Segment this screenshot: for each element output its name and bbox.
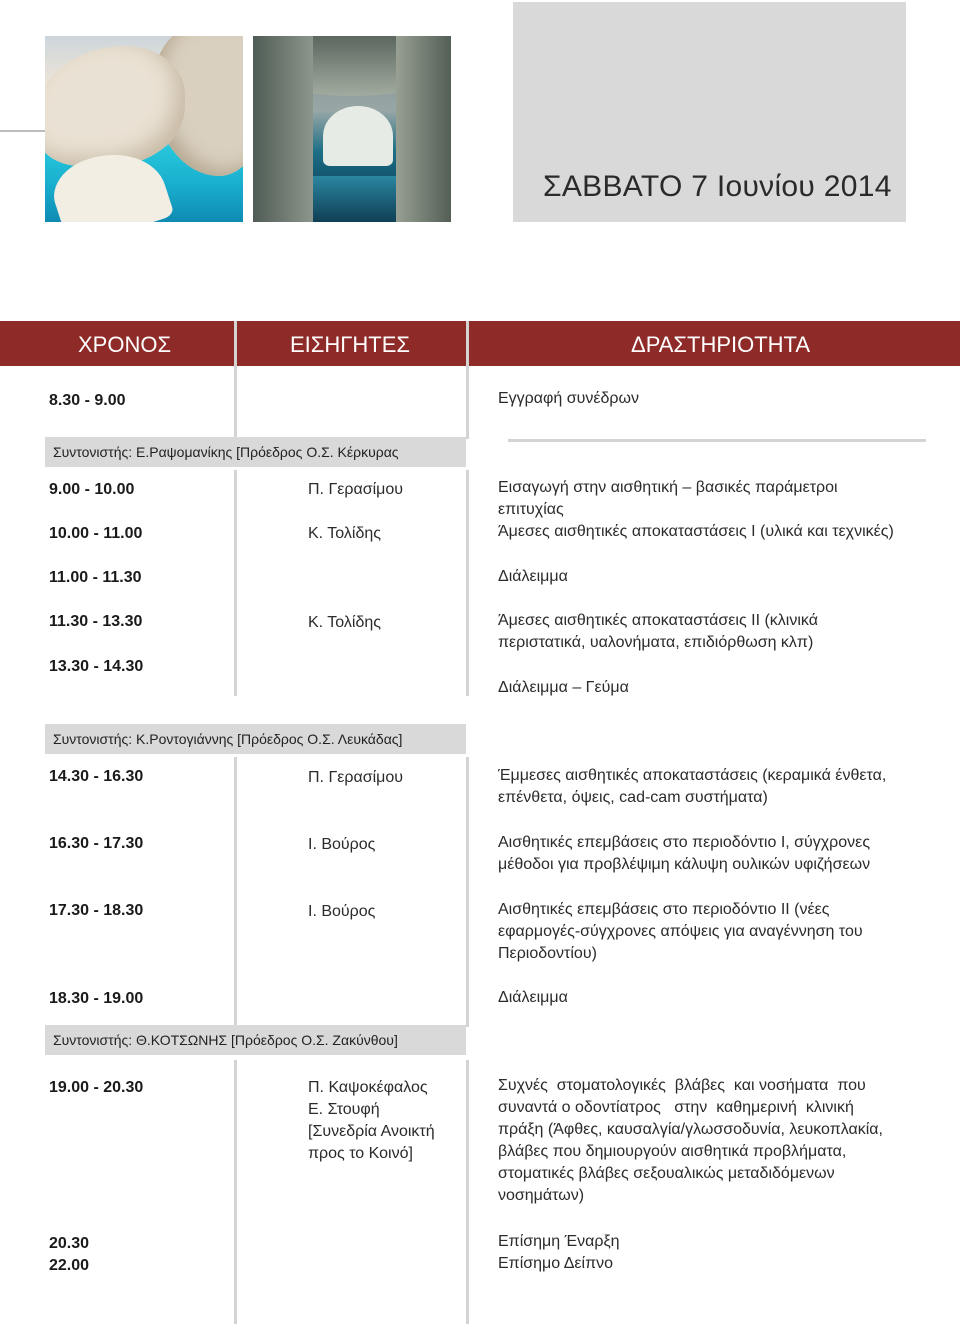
- divider-line: [508, 439, 926, 442]
- time-cell: 16.30 - 17.30: [49, 835, 144, 852]
- time-cell: 11.00 - 11.30: [49, 569, 142, 586]
- activity-cell: Αισθητικές επεμβάσεις στο περιοδόντιο I, σύγχρονες μέθοδοι για προβλέψιμη κάλυψη ουλικών υφιζήσεων: [498, 834, 871, 873]
- activity-cell: Εγγραφή συνέδρων: [498, 390, 639, 407]
- column-divider: [234, 1060, 237, 1324]
- time-cell: 20.30: [49, 1235, 90, 1252]
- time-cell: 14.30 - 16.30: [49, 768, 144, 785]
- time-cell: 8.30 - 9.00: [49, 392, 126, 409]
- header-activity: ΔΡΑΣΤΗΡΙΟΤΗΤΑ: [631, 332, 811, 357]
- time-cell: 17.30 - 18.30: [49, 902, 144, 919]
- column-divider: [234, 470, 237, 696]
- time-cell: 22.00: [49, 1257, 90, 1274]
- column-divider: [234, 757, 237, 1027]
- activity-cell: Έμμεσες αισθητικές αποκαταστάσεις (κεραμικά ένθετα, επένθετα, όψεις, cad-cam συστήματα): [498, 767, 887, 806]
- header-speakers: ΕΙΣΗΓΗΤΕΣ: [290, 332, 410, 357]
- speaker-cell: Κ. Τολίδης: [308, 525, 381, 542]
- time-cell: 11.30 - 13.30: [49, 613, 143, 630]
- activity-cell: Διάλειμμα – Γεύμα: [498, 679, 629, 696]
- activity-cell: Άμεσες αισθητικές αποκαταστάσεις II (κλινικά περιστατικά, υαλονήματα, επιδιόρθωση κλπ): [498, 612, 818, 651]
- speaker-cell: Π. Καψοκέφαλος Ε. Στουφή [Συνεδρία Ανοικτή προς το Κοινό]: [308, 1079, 435, 1162]
- time-cell: 13.30 - 14.30: [49, 658, 144, 675]
- moderator-bar: Συντονιστής: Κ.Ροντογιάννης [Πρόεδρος Ο.Σ. Λευκάδας]: [45, 724, 466, 754]
- speaker-cell: Π. Γερασίμου: [308, 481, 404, 498]
- decorative-line: [0, 130, 45, 132]
- moderator-bar: Συντονιστής: Θ.ΚΟΤΣΩΝΗΣ [Πρόεδρος Ο.Σ. Ζακύνθου]: [45, 1025, 466, 1055]
- table-header: [0, 321, 960, 366]
- activity-cell: Επίσημη Έναρξη: [498, 1233, 620, 1250]
- column-divider: [466, 757, 469, 1027]
- speaker-cell: Ι. Βούρος: [308, 836, 376, 853]
- column-divider: [466, 1060, 469, 1324]
- header-time: ΧΡΟΝΟΣ: [78, 332, 172, 357]
- column-divider: [466, 470, 469, 696]
- beach-photo: [45, 36, 243, 222]
- activity-cell: Συχνές στοματολογικές βλάβες και νοσήματα που συναντά ο οδοντίατρος στην καθημερινή κλινική πράξη (Άφθες, καυσαλγία/γλωσσοδυνία, λευκοπλακία, βλάβες που δημιουργούν αισθητικά προβλήματα, στοματικές βλάβες σεξουαλικώς μεταδιδόμενων νοσημάτων): [498, 1077, 883, 1204]
- time-cell: 9.00 - 10.00: [49, 481, 135, 498]
- activity-cell: Αισθητικές επεμβάσεις στο περιοδόντιο II (νέες εφαρμογές-σύγχρονες απόψεις για αναγέννηση του Περιοδοντίου): [498, 901, 863, 962]
- activity-cell: Διάλειμμα: [498, 568, 568, 585]
- page-title: ΣΑΒΒΑΤΟ 7 Ιουνίου 2014: [543, 170, 892, 203]
- activity-cell: Επίσημο Δείπνο: [498, 1255, 614, 1272]
- activity-cell: Εισαγωγή στην αισθητική – βασικές παράμετροι επιτυχίας: [498, 479, 838, 518]
- speaker-cell: Π. Γερασίμου: [308, 769, 404, 786]
- column-divider: [466, 321, 469, 439]
- speaker-cell: Κ. Τολίδης: [308, 614, 381, 631]
- activity-cell: Διάλειμμα: [498, 989, 568, 1006]
- title-box: [513, 2, 906, 222]
- time-cell: 18.30 - 19.00: [49, 990, 144, 1007]
- sea-arch-photo: [253, 36, 451, 222]
- time-cell: 19.00 - 20.30: [49, 1079, 144, 1096]
- column-divider: [234, 321, 237, 439]
- moderator-bar: Συντονιστής: Ε.Ραψομανίκης [Πρόεδρος Ο.Σ. Κέρκυρας: [45, 437, 466, 467]
- activity-cell: Άμεσες αισθητικές αποκαταστάσεις I (υλικά και τεχνικές): [498, 523, 894, 540]
- speaker-cell: Ι. Βούρος: [308, 903, 376, 920]
- time-cell: 10.00 - 11.00: [49, 525, 143, 542]
